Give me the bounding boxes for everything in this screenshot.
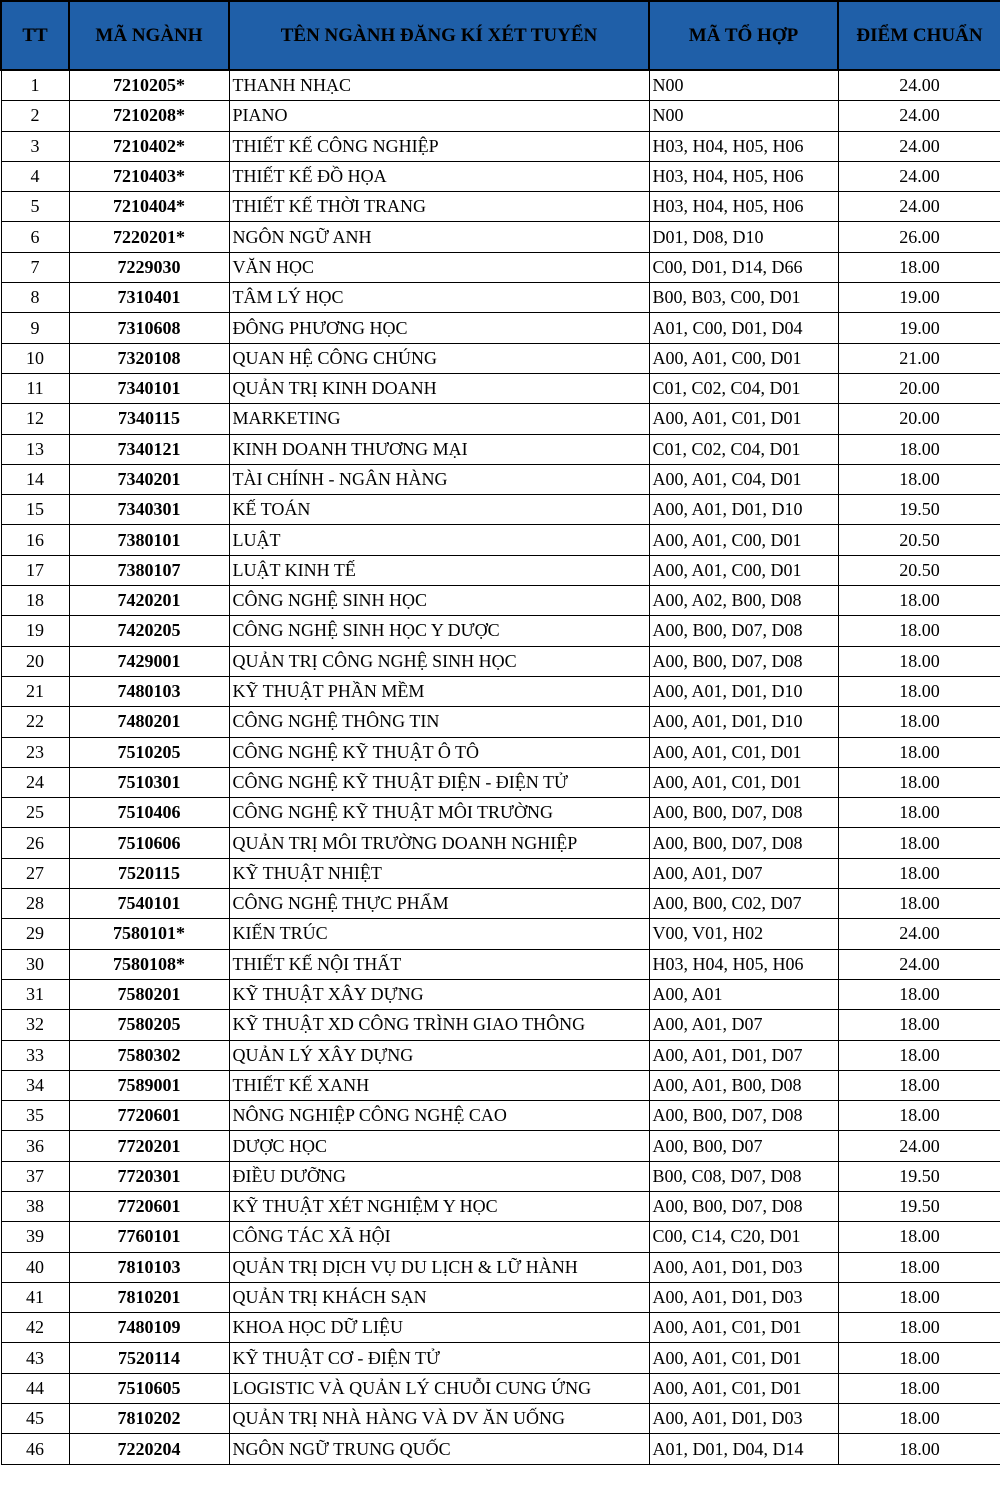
- cutoff-score: 18.00: [838, 828, 1000, 858]
- combination-code: A00, A01, D01, D10: [649, 495, 838, 525]
- cutoff-score: 19.00: [838, 313, 1000, 343]
- major-code: 7229030: [69, 252, 229, 282]
- major-code: 7510606: [69, 828, 229, 858]
- combination-code: A00, A01, C00, D01: [649, 525, 838, 555]
- row-number: 16: [1, 525, 69, 555]
- table-row: [1, 464, 1000, 494]
- major-name: QUAN HỆ CÔNG CHÚNG: [229, 343, 649, 373]
- combination-code: A00, A01, C00, D01: [649, 555, 838, 585]
- row-number: 33: [1, 1040, 69, 1070]
- row-number: 12: [1, 404, 69, 434]
- row-number: 36: [1, 1131, 69, 1161]
- major-code: 7210402*: [69, 131, 229, 161]
- major-code: 7510605: [69, 1373, 229, 1403]
- cutoff-score: 18.00: [838, 586, 1000, 616]
- table-body: [1, 70, 1000, 1464]
- table-row: [1, 1101, 1000, 1131]
- cutoff-score: 18.00: [838, 252, 1000, 282]
- table-row: [1, 161, 1000, 191]
- major-code: 7310401: [69, 283, 229, 313]
- major-name: THIẾT KẾ NỘI THẤT: [229, 949, 649, 979]
- major-code: 7520114: [69, 1343, 229, 1373]
- table-row: [1, 1434, 1000, 1464]
- major-name: THIẾT KẾ XANH: [229, 1070, 649, 1100]
- header-row: [1, 1, 1000, 70]
- table-row: [1, 1222, 1000, 1252]
- major-code: 7340201: [69, 464, 229, 494]
- row-number: 41: [1, 1282, 69, 1312]
- major-code: 7720301: [69, 1161, 229, 1191]
- cutoff-score: 18.00: [838, 1222, 1000, 1252]
- table-row: [1, 1010, 1000, 1040]
- cutoff-score: 18.00: [838, 1313, 1000, 1343]
- table-row: [1, 707, 1000, 737]
- major-name: DƯỢC HỌC: [229, 1131, 649, 1161]
- row-number: 24: [1, 767, 69, 797]
- table-row: [1, 70, 1000, 101]
- combination-code: N00: [649, 101, 838, 131]
- row-number: 29: [1, 919, 69, 949]
- major-code: 7720601: [69, 1191, 229, 1221]
- major-name: KỸ THUẬT NHIỆT: [229, 858, 649, 888]
- major-name: KỸ THUẬT XD CÔNG TRÌNH GIAO THÔNG: [229, 1010, 649, 1040]
- major-code: 7720201: [69, 1131, 229, 1161]
- row-number: 45: [1, 1404, 69, 1434]
- cutoff-score: 19.50: [838, 1191, 1000, 1221]
- combination-code: A00, A01, C01, D01: [649, 1343, 838, 1373]
- major-name: TÀI CHÍNH - NGÂN HÀNG: [229, 464, 649, 494]
- row-number: 27: [1, 858, 69, 888]
- table-row: [1, 1373, 1000, 1403]
- combination-code: A01, C00, D01, D04: [649, 313, 838, 343]
- row-number: 11: [1, 373, 69, 403]
- row-number: 18: [1, 586, 69, 616]
- cutoff-score: 18.00: [838, 1343, 1000, 1373]
- row-number: 21: [1, 676, 69, 706]
- major-name: QUẢN TRỊ KHÁCH SẠN: [229, 1282, 649, 1312]
- table-row: [1, 313, 1000, 343]
- combination-code: H03, H04, H05, H06: [649, 192, 838, 222]
- major-name: PIANO: [229, 101, 649, 131]
- combination-code: A00, A01, D01, D07: [649, 1040, 838, 1070]
- row-number: 30: [1, 949, 69, 979]
- combination-code: A00, B00, C02, D07: [649, 889, 838, 919]
- major-code: 7510205: [69, 737, 229, 767]
- cutoff-score: 24.00: [838, 70, 1000, 101]
- combination-code: A00, A01, D01, D03: [649, 1282, 838, 1312]
- combination-code: C01, C02, C04, D01: [649, 434, 838, 464]
- combination-code: A00, A01, D07: [649, 858, 838, 888]
- cutoff-score: 24.00: [838, 1131, 1000, 1161]
- table-row: [1, 889, 1000, 919]
- major-code: 7310608: [69, 313, 229, 343]
- table-row: [1, 1282, 1000, 1312]
- table-row: [1, 222, 1000, 252]
- row-number: 43: [1, 1343, 69, 1373]
- table-row: [1, 1040, 1000, 1070]
- row-number: 1: [1, 70, 69, 101]
- table-header: [1, 1, 1000, 70]
- major-code: 7380107: [69, 555, 229, 585]
- combination-code: H03, H04, H05, H06: [649, 161, 838, 191]
- cutoff-score: 24.00: [838, 161, 1000, 191]
- major-name: NGÔN NGỮ ANH: [229, 222, 649, 252]
- cutoff-score: 18.00: [838, 464, 1000, 494]
- table-row: [1, 586, 1000, 616]
- major-code: 7540101: [69, 889, 229, 919]
- cutoff-score: 18.00: [838, 858, 1000, 888]
- cutoff-score: 18.00: [838, 434, 1000, 464]
- major-name: CÔNG NGHỆ KỸ THUẬT Ô TÔ: [229, 737, 649, 767]
- table-row: [1, 646, 1000, 676]
- cutoff-score: 21.00: [838, 343, 1000, 373]
- table-row: [1, 858, 1000, 888]
- major-name: QUẢN LÝ XÂY DỰNG: [229, 1040, 649, 1070]
- combination-code: A00, B00, D07, D08: [649, 828, 838, 858]
- row-number: 39: [1, 1222, 69, 1252]
- major-name: CÔNG NGHỆ SINH HỌC Y DƯỢC: [229, 616, 649, 646]
- major-code: 7340121: [69, 434, 229, 464]
- combination-code: H03, H04, H05, H06: [649, 949, 838, 979]
- cutoff-score: 18.00: [838, 1373, 1000, 1403]
- cutoff-score: 20.00: [838, 404, 1000, 434]
- row-number: 7: [1, 252, 69, 282]
- table-row: [1, 1343, 1000, 1373]
- cutoff-score: 18.00: [838, 889, 1000, 919]
- combination-code: A00, A01, C01, D01: [649, 404, 838, 434]
- table-row: [1, 192, 1000, 222]
- major-name: CÔNG NGHỆ SINH HỌC: [229, 586, 649, 616]
- cutoff-score: 18.00: [838, 616, 1000, 646]
- row-number: 46: [1, 1434, 69, 1464]
- combination-code: A00, A01, D01, D03: [649, 1252, 838, 1282]
- table-row: [1, 343, 1000, 373]
- combination-code: B00, C08, D07, D08: [649, 1161, 838, 1191]
- row-number: 3: [1, 131, 69, 161]
- major-code: 7760101: [69, 1222, 229, 1252]
- major-name: KỸ THUẬT XÉT NGHIỆM Y HỌC: [229, 1191, 649, 1221]
- major-name: KẾ TOÁN: [229, 495, 649, 525]
- major-name: THANH NHẠC: [229, 70, 649, 101]
- major-code: 7420201: [69, 586, 229, 616]
- major-name: THIẾT KẾ CÔNG NGHIỆP: [229, 131, 649, 161]
- table-row: [1, 979, 1000, 1009]
- row-number: 23: [1, 737, 69, 767]
- combination-code: H03, H04, H05, H06: [649, 131, 838, 161]
- major-name: QUẢN TRỊ CÔNG NGHỆ SINH HỌC: [229, 646, 649, 676]
- table-row: [1, 767, 1000, 797]
- major-name: LOGISTIC VÀ QUẢN LÝ CHUỖI CUNG ỨNG: [229, 1373, 649, 1403]
- major-name: CÔNG TÁC XÃ HỘI: [229, 1222, 649, 1252]
- combination-code: N00: [649, 70, 838, 101]
- major-code: 7210404*: [69, 192, 229, 222]
- major-name: KỸ THUẬT XÂY DỰNG: [229, 979, 649, 1009]
- table-row: [1, 1191, 1000, 1221]
- row-number: 6: [1, 222, 69, 252]
- table-row: [1, 798, 1000, 828]
- major-code: 7380101: [69, 525, 229, 555]
- row-number: 20: [1, 646, 69, 676]
- table-row: [1, 495, 1000, 525]
- major-code: 7580205: [69, 1010, 229, 1040]
- table-row: [1, 252, 1000, 282]
- combination-code: B00, B03, C00, D01: [649, 283, 838, 313]
- cutoff-score: 18.00: [838, 737, 1000, 767]
- cutoff-score: 18.00: [838, 1282, 1000, 1312]
- row-number: 2: [1, 101, 69, 131]
- header-combination-code: MÃ TỔ HỢP: [649, 1, 838, 70]
- major-name: CÔNG NGHỆ THÔNG TIN: [229, 707, 649, 737]
- row-number: 8: [1, 283, 69, 313]
- row-number: 40: [1, 1252, 69, 1282]
- combination-code: A00, A01, C01, D01: [649, 767, 838, 797]
- major-name: CÔNG NGHỆ THỰC PHẨM: [229, 889, 649, 919]
- major-code: 7429001: [69, 646, 229, 676]
- major-name: KỸ THUẬT CƠ - ĐIỆN TỬ: [229, 1343, 649, 1373]
- table-row: [1, 1070, 1000, 1100]
- combination-code: V00, V01, H02: [649, 919, 838, 949]
- combination-code: A00, B00, D07, D08: [649, 1101, 838, 1131]
- cutoff-score: 18.00: [838, 979, 1000, 1009]
- header-major-name: TÊN NGÀNH ĐĂNG KÍ XÉT TUYỂN: [229, 1, 649, 70]
- major-code: 7210205*: [69, 70, 229, 101]
- combination-code: C01, C02, C04, D01: [649, 373, 838, 403]
- table-row: [1, 101, 1000, 131]
- table-row: [1, 131, 1000, 161]
- table-row: [1, 525, 1000, 555]
- major-name: CÔNG NGHỆ KỸ THUẬT ĐIỆN - ĐIỆN TỬ: [229, 767, 649, 797]
- row-number: 22: [1, 707, 69, 737]
- major-name: NGÔN NGỮ TRUNG QUỐC: [229, 1434, 649, 1464]
- row-number: 35: [1, 1101, 69, 1131]
- cutoff-score: 18.00: [838, 1040, 1000, 1070]
- major-name: TÂM LÝ HỌC: [229, 283, 649, 313]
- row-number: 34: [1, 1070, 69, 1100]
- row-number: 4: [1, 161, 69, 191]
- major-code: 7340115: [69, 404, 229, 434]
- row-number: 15: [1, 495, 69, 525]
- cutoff-score: 20.00: [838, 373, 1000, 403]
- cutoff-score: 18.00: [838, 1252, 1000, 1282]
- major-name: KHOA HỌC DỮ LIỆU: [229, 1313, 649, 1343]
- major-code: 7580302: [69, 1040, 229, 1070]
- major-code: 7810201: [69, 1282, 229, 1312]
- cutoff-score: 24.00: [838, 131, 1000, 161]
- table-row: [1, 737, 1000, 767]
- major-name: LUẬT: [229, 525, 649, 555]
- combination-code: A00, B00, D07, D08: [649, 798, 838, 828]
- major-code: 7510301: [69, 767, 229, 797]
- cutoff-score: 18.00: [838, 767, 1000, 797]
- cutoff-score: 18.00: [838, 646, 1000, 676]
- combination-code: C00, C14, C20, D01: [649, 1222, 838, 1252]
- table-row: [1, 1404, 1000, 1434]
- major-code: 7420205: [69, 616, 229, 646]
- major-code: 7340301: [69, 495, 229, 525]
- row-number: 38: [1, 1191, 69, 1221]
- row-number: 32: [1, 1010, 69, 1040]
- major-name: KINH DOANH THƯƠNG MẠI: [229, 434, 649, 464]
- major-name: NÔNG NGHIỆP CÔNG NGHỆ CAO: [229, 1101, 649, 1131]
- major-name: QUẢN TRỊ DỊCH VỤ DU LỊCH & LỮ HÀNH: [229, 1252, 649, 1282]
- major-code: 7589001: [69, 1070, 229, 1100]
- major-name: VĂN HỌC: [229, 252, 649, 282]
- cutoff-score: 24.00: [838, 919, 1000, 949]
- cutoff-score: 24.00: [838, 192, 1000, 222]
- row-number: 10: [1, 343, 69, 373]
- row-number: 9: [1, 313, 69, 343]
- cutoff-score: 19.50: [838, 1161, 1000, 1191]
- table-row: [1, 1131, 1000, 1161]
- combination-code: A00, A01, D01, D03: [649, 1404, 838, 1434]
- combination-code: A00, B00, D07, D08: [649, 646, 838, 676]
- cutoff-score: 18.00: [838, 798, 1000, 828]
- row-number: 14: [1, 464, 69, 494]
- combination-code: C00, D01, D14, D66: [649, 252, 838, 282]
- cutoff-score: 26.00: [838, 222, 1000, 252]
- table-row: [1, 1161, 1000, 1191]
- combination-code: A00, A01, D01, D10: [649, 676, 838, 706]
- major-code: 7720601: [69, 1101, 229, 1131]
- combination-code: A00, A02, B00, D08: [649, 586, 838, 616]
- cutoff-score: 18.00: [838, 1010, 1000, 1040]
- major-name: KỸ THUẬT PHẦN MỀM: [229, 676, 649, 706]
- combination-code: D01, D08, D10: [649, 222, 838, 252]
- major-name: KIẾN TRÚC: [229, 919, 649, 949]
- table-row: [1, 676, 1000, 706]
- major-code: 7580101*: [69, 919, 229, 949]
- major-code: 7580201: [69, 979, 229, 1009]
- cutoff-score: 19.50: [838, 495, 1000, 525]
- major-code: 7210208*: [69, 101, 229, 131]
- major-code: 7210403*: [69, 161, 229, 191]
- row-number: 28: [1, 889, 69, 919]
- cutoff-score: 24.00: [838, 101, 1000, 131]
- cutoff-score: 20.50: [838, 525, 1000, 555]
- combination-code: A00, A01: [649, 979, 838, 1009]
- table-row: [1, 828, 1000, 858]
- table-row: [1, 555, 1000, 585]
- row-number: 19: [1, 616, 69, 646]
- major-code: 7220204: [69, 1434, 229, 1464]
- table-row: [1, 949, 1000, 979]
- major-code: 7520115: [69, 858, 229, 888]
- major-name: THIẾT KẾ ĐỒ HỌA: [229, 161, 649, 191]
- table-row: [1, 434, 1000, 464]
- major-code: 7320108: [69, 343, 229, 373]
- table-row: [1, 1313, 1000, 1343]
- cutoff-score: 18.00: [838, 676, 1000, 706]
- major-name: QUẢN TRỊ MÔI TRƯỜNG DOANH NGHIỆP: [229, 828, 649, 858]
- cutoff-score: 18.00: [838, 1404, 1000, 1434]
- combination-code: A00, A01, B00, D08: [649, 1070, 838, 1100]
- table-row: [1, 616, 1000, 646]
- cutoff-score: 18.00: [838, 1434, 1000, 1464]
- row-number: 13: [1, 434, 69, 464]
- major-code: 7220201*: [69, 222, 229, 252]
- combination-code: A00, A01, C00, D01: [649, 343, 838, 373]
- major-code: 7480103: [69, 676, 229, 706]
- major-name: QUẢN TRỊ KINH DOANH: [229, 373, 649, 403]
- major-name: QUẢN TRỊ NHÀ HÀNG VÀ DV ĂN UỐNG: [229, 1404, 649, 1434]
- cutoff-score: 20.50: [838, 555, 1000, 585]
- major-name: ĐÔNG PHƯƠNG HỌC: [229, 313, 649, 343]
- combination-code: A00, B00, D07: [649, 1131, 838, 1161]
- combination-code: A01, D01, D04, D14: [649, 1434, 838, 1464]
- table-row: [1, 1252, 1000, 1282]
- combination-code: A00, A01, C01, D01: [649, 737, 838, 767]
- combination-code: A00, A01, C01, D01: [649, 1373, 838, 1403]
- major-name: MARKETING: [229, 404, 649, 434]
- major-code: 7580108*: [69, 949, 229, 979]
- table-row: [1, 919, 1000, 949]
- row-number: 44: [1, 1373, 69, 1403]
- row-number: 17: [1, 555, 69, 585]
- major-code: 7810103: [69, 1252, 229, 1282]
- major-code: 7510406: [69, 798, 229, 828]
- major-code: 7810202: [69, 1404, 229, 1434]
- major-code: 7480109: [69, 1313, 229, 1343]
- row-number: 26: [1, 828, 69, 858]
- combination-code: A00, A01, C01, D01: [649, 1313, 838, 1343]
- header-cutoff-score: ĐIỂM CHUẨN: [838, 1, 1000, 70]
- combination-code: A00, A01, D01, D10: [649, 707, 838, 737]
- major-code: 7480201: [69, 707, 229, 737]
- cutoff-score: 19.00: [838, 283, 1000, 313]
- row-number: 5: [1, 192, 69, 222]
- major-name: LUẬT KINH TẾ: [229, 555, 649, 585]
- row-number: 25: [1, 798, 69, 828]
- table-row: [1, 283, 1000, 313]
- cutoff-score: 18.00: [838, 1101, 1000, 1131]
- combination-code: A00, B00, D07, D08: [649, 616, 838, 646]
- table-row: [1, 373, 1000, 403]
- header-major-code: MÃ NGÀNH: [69, 1, 229, 70]
- major-code: 7340101: [69, 373, 229, 403]
- combination-code: A00, B00, D07, D08: [649, 1191, 838, 1221]
- row-number: 42: [1, 1313, 69, 1343]
- row-number: 37: [1, 1161, 69, 1191]
- major-name: THIẾT KẾ THỜI TRANG: [229, 192, 649, 222]
- combination-code: A00, A01, C04, D01: [649, 464, 838, 494]
- major-name: CÔNG NGHỆ KỸ THUẬT MÔI TRƯỜNG: [229, 798, 649, 828]
- major-name: ĐIỀU DƯỠNG: [229, 1161, 649, 1191]
- cutoff-score: 18.00: [838, 707, 1000, 737]
- cutoff-score: 18.00: [838, 1070, 1000, 1100]
- combination-code: A00, A01, D07: [649, 1010, 838, 1040]
- table-row: [1, 404, 1000, 434]
- row-number: 31: [1, 979, 69, 1009]
- header-tt: TT: [1, 1, 69, 70]
- cutoff-score: 24.00: [838, 949, 1000, 979]
